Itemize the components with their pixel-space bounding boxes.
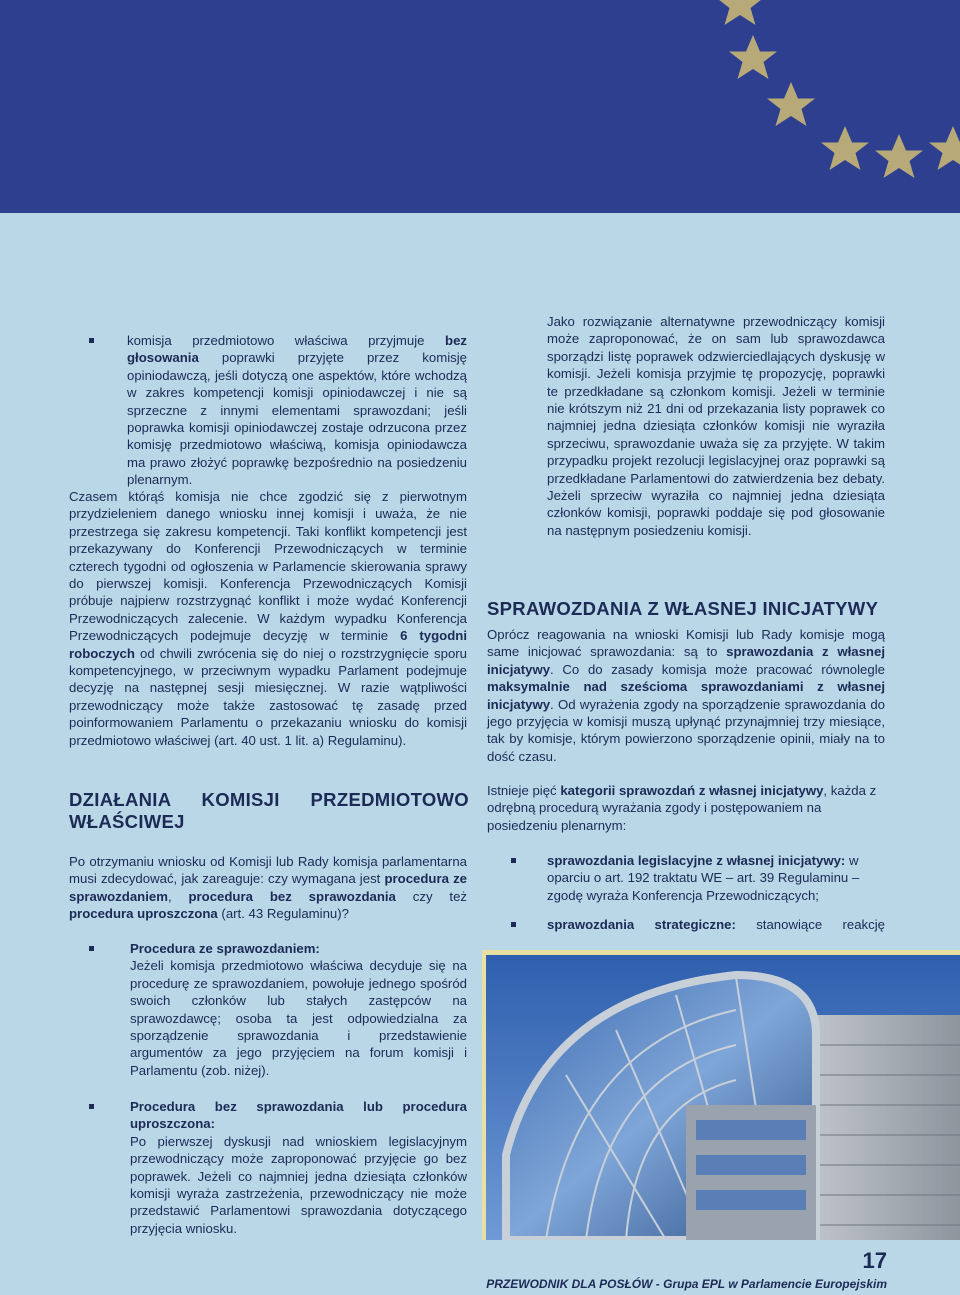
right-bullet-2	[547, 916, 885, 933]
left-paragraph-2	[69, 853, 467, 923]
bold-text: procedura ze sprawozdaniem	[69, 871, 467, 904]
star-icon	[821, 126, 869, 170]
right-paragraph-1: Jako rozwiązanie alternatywne przewodniczący komisji może zaproponować, że on sam lub sprawozdawca sporządzi listę poprawek odzwierciedlających dyskusję w komisji. Jeżeli komisja przyjmie tę propozycję, poprawki te przedkładane są członkom komisji. Jeżeli w terminie nie krótszym niż 21 dni od przekazania listy poprawek co najmniej jedna dziesiąta członków komisji nie wyraziła sprzeciwu, sprawozdanie uważa się za przyjęte. W takim przypadku projekt rezolucji legislacyjnej oraz poprawki są przedkładane Parlamentowi do zatwierdzenia bez debaty. Jeżeli sprzeciw wyraziła co najmniej jedna dziesiąta członków komisji, poprawki poddaje się pod głosowanie na następnym posiedzeniu komisji.	[547, 314, 885, 538]
text: Jeżeli komisja przedmiotowo właściwa decyduje się na procedurę ze sprawozdaniem, powołuje jednego spośród swoich członków lub stałych zastępców na sprawozdawcę; osoba ta jest odpowiedzialna za sporządzenie sprawozdania i przedstawienie argumentów za jego przyjęciem na forum komisji i Parlamentu (zob. niżej).	[130, 958, 467, 1078]
section-heading-right: SPRAWOZDANIA Z WŁASNEJ INICJATYWY	[487, 598, 879, 619]
text: . Od wyrażenia zgody na sporządzenie sprawozdania do jego przyjęcia w komisji muszą upłynąć przynajmniej trzy miesiące, tak by komisje, którym powierzono sporządzenie opinii, miały na to dość czasu.	[487, 696, 885, 764]
text: . Co do zasady komisja może pracować równolegle	[550, 661, 885, 677]
eu-flag-banner	[0, 0, 960, 213]
star-icon	[716, 0, 764, 25]
text: Istnieje pięć	[487, 783, 561, 798]
left-bullet-3	[130, 1098, 467, 1237]
right-paragraph-2	[487, 626, 885, 765]
bold-text: Procedura bez sprawozdania lub procedura uproszczona:	[130, 1099, 467, 1132]
text: , każda z odrębną procedurą wyrażania zgody i postępowaniem na posiedzeniu plenarnym:	[487, 783, 877, 833]
text: Po otrzymaniu wniosku od Komisji lub Rady komisja parlamentarna musi zdecydować, jak zareaguje: czy wymagana jest	[69, 854, 467, 887]
bullet-icon	[89, 946, 94, 951]
text: czy też	[395, 888, 467, 904]
building-illustration	[486, 955, 960, 1240]
text: komisja przedmiotowo właściwa przyjmuje	[127, 333, 446, 348]
text: Czasem którąś komisja nie chce zgodzić się z pierwotnym przydzieleniem danego wniosku innej komisji i uważa, że nie przestrzega się zakresu kompetencji. Taki konflikt kompetencji jest przekazywany do Konferencji Przewodniczących w terminie czterech tygodni od ogłoszenia w Parlamencie skierowania sprawy do pierwszej komisji. Konferencja Przewodniczących Komisji próbuje najpierw rozstrzygnąć konflikt i może wydać Konferencji Przewodniczących zalecenie. W każdym wypadku Konferencja Przewodniczących podejmuje decyzję w terminie	[69, 489, 467, 644]
eu-stars-decoration	[0, 0, 960, 213]
left-bullet-2	[130, 940, 467, 1079]
bold-text: sprawozdania strategiczne:	[547, 917, 736, 932]
footer-publication-title: PRZEWODNIK DLA POSŁÓW - Grupa EPL w Parlamencie Europejskim	[486, 1277, 887, 1291]
bold-text: kategorii sprawozdań z własnej inicjatywy	[560, 783, 824, 798]
bold-text: procedura uproszczona	[69, 906, 218, 922]
bold-text: 6 tygodni roboczych	[69, 628, 467, 661]
text: poprawki przyjęte przez komisję opiniodawczą, jeśli dotyczą one aspektów, które wchodzą w zakres kompetencji komisji opiniodawczej i nie są sprzeczne z innymi elementami sprawozdani; jeśli poprawka komisji opiniodawczej zostaje odrzucona przez komisję przedmiotowo właściwą, komisja opiniodawcza ma prawo złożyć poprawkę bezpośrednio na posiedzeniu plenarnym.	[127, 350, 467, 488]
left-bullet-1	[127, 332, 467, 489]
bold-text: sprawozdania legislacyjne z własnej inicjatywy:	[547, 853, 846, 868]
star-icon	[767, 82, 815, 126]
bold-text: Procedura ze sprawozdaniem:	[130, 941, 320, 956]
text: (art. 43 Regulaminu)?	[217, 906, 349, 922]
text: w oparciu o art. 192 traktatu WE – art. 39 Regulaminu – zgodę wyraża Konferencja Przewodniczących;	[547, 853, 860, 903]
star-icon	[729, 35, 777, 79]
left-paragraph-1	[69, 488, 467, 749]
star-icon	[875, 134, 923, 178]
bold-text: procedura bez sprawozdania	[188, 888, 396, 904]
bold-text: maksymalnie nad sześcioma sprawozdaniami z własnej inicjatywy	[487, 679, 885, 712]
parliament-building-photo	[482, 950, 960, 1240]
bullet-icon	[89, 338, 94, 343]
right-paragraph-3	[487, 782, 885, 834]
bullet-icon	[511, 858, 516, 863]
section-heading-left: DZIAŁANIA KOMISJI PRZEDMIOTOWO WŁAŚCIWEJ	[69, 789, 469, 832]
text: od chwili zwrócenia się do niej o rozstrzygnięcie sporu kompetencyjnego, w przeciwnym wypadku Parlament podejmuje decyzję na następnej sesji miesięcznej. W razie wątpliwości przewodniczący może także zastosować tę zasadę przed poinformowaniem Parlamentu o przekazaniu wniosku do komisji przedmiotowo właściwej (art. 40 ust. 1 lit. a) Regulaminu).	[69, 645, 467, 748]
bold-text: bez głosowania	[127, 333, 467, 366]
star-icon	[929, 126, 960, 170]
bullet-icon	[511, 922, 516, 927]
bullet-icon	[89, 1104, 94, 1109]
bold-text: sprawozdania z własnej inicjatywy	[487, 644, 885, 677]
text: ,	[167, 888, 189, 904]
text: Po pierwszej dyskusji nad wnioskiem legislacyjnym przewodniczący może zaproponować przyjęcie go bez poprawek. Jeżeli co najmniej jedna dziesiąta członków komisji wyraża zastrzeżenia, przewodniczący nie może przedstawić Parlamentowi sprawozdania dotyczącego przyjęcia wniosku.	[130, 1133, 467, 1236]
page-number: 17	[862, 1248, 887, 1273]
text: stanowiące reakcję	[735, 917, 885, 932]
right-bullet-1	[547, 852, 885, 904]
text: Oprócz reagowania na wnioski Komisji lub Rady komisje mogą same inicjować sprawozdania: są to	[487, 627, 885, 660]
